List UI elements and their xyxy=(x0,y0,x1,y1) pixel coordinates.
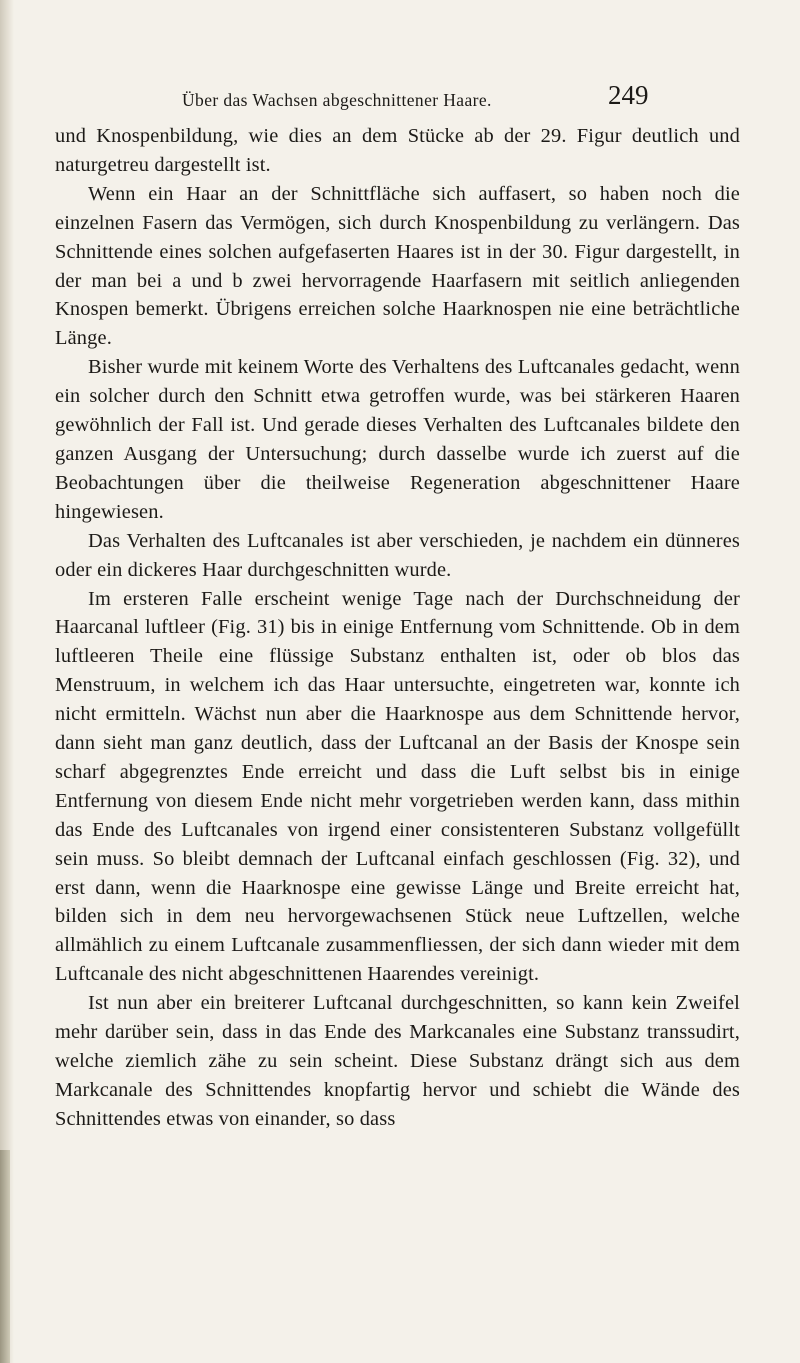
page-number: 249 xyxy=(608,80,649,110)
paragraph: Im ersteren Falle erscheint wenige Tage nach der Durchschneidung der Haarcanal luftleer (Fig. 31) bis in einige Entfernung vom Schnittende. Ob in dem luftleeren Theile eine flüssige Substanz enthalten ist, oder ob blos das Menstruum, in welchem ich das Haar untersuchte, eingetreten war, konnte ich nicht ermitteln. Wächst nun aber die Haarknospe aus dem Schnittende hervor, dann sieht man ganz deutlich, dass der Luftcanal an der Basis der Knospe sein scharf abgegrenztes Ende erreicht und dass die Luft selbst bis in einige Entfernung von diesem Ende nicht mehr vorgetrieben werden kann, dass mithin das Ende des Luftcanales von irgend einer consistenteren Substanz vollgefüllt sein muss. So bleibt demnach der Luftcanal einfach geschlossen (Fig. 32), und erst dann, wenn die Haarknospe eine gewisse Länge und Breite erreicht hat, bilden sich in dem neu hervorgewachsenen Stück neue Luftzellen, welche allmählich zu einem Luftcanale zusammenfliessen, der sich dann wieder mit dem Luftcanale des nicht abgeschnittenen Haarendes vereinigt. xyxy=(55,587,740,986)
binding-edge xyxy=(0,1150,10,1363)
running-head xyxy=(0,80,800,124)
paragraph: Das Verhalten des Luftcanales ist aber verschieden, je nachdem ein dünneres oder ein dickeres Haar durchgeschnitten wurde. xyxy=(55,529,740,581)
paragraph: Bisher wurde mit keinem Worte des Verhaltens des Luftcanales gedacht, wenn ein solcher durch den Schnitt etwa getroffen wurde, was bei stärkeren Haaren gewöhnlich der Fall ist. Und gerade dieses Verhalten des Luftcanales bildete den ganzen Ausgang der Untersuchung; durch dasselbe wurde ich zuerst auf die Beobachtungen über die theilweise Regeneration abgeschnittener Haare hingewiesen. xyxy=(55,356,740,523)
paragraph: Ist nun aber ein breiterer Luftcanal durchgeschnitten, so kann kein Zweifel mehr darüber sein, dass in das Ende des Markcanales eine Substanz transsudirt, welche ziemlich zähe zu sein scheint. Diese Substanz drängt sich aus dem Markcanale des Schnittendes knopfartig hervor und schiebt die Wände des Schnittendes etwas von einander, so dass xyxy=(55,992,740,1130)
paragraph: Wenn ein Haar an der Schnittfläche sich auffasert, so haben noch die einzelnen Fasern das Vermögen, sich durch Knospenbildung zu verlängern. Das Schnittende eines solchen aufgefaserten Haares ist in der 30. Figur dargestellt, in der man bei a und b zwei hervorragende Haarfasern mit seitlich anliegenden Knospen bemerkt. Übrigens erreichen solche Haarknospen nie eine beträchtliche Länge. xyxy=(55,182,740,350)
running-title: Über das Wachsen abgeschnittener Haare. xyxy=(182,90,492,110)
paragraph-continuation: und Knospenbildung, wie dies an dem Stücke ab der 29. Figur deutlich und naturgetreu dargestellt ist. xyxy=(55,125,740,176)
body-text xyxy=(55,122,740,1134)
